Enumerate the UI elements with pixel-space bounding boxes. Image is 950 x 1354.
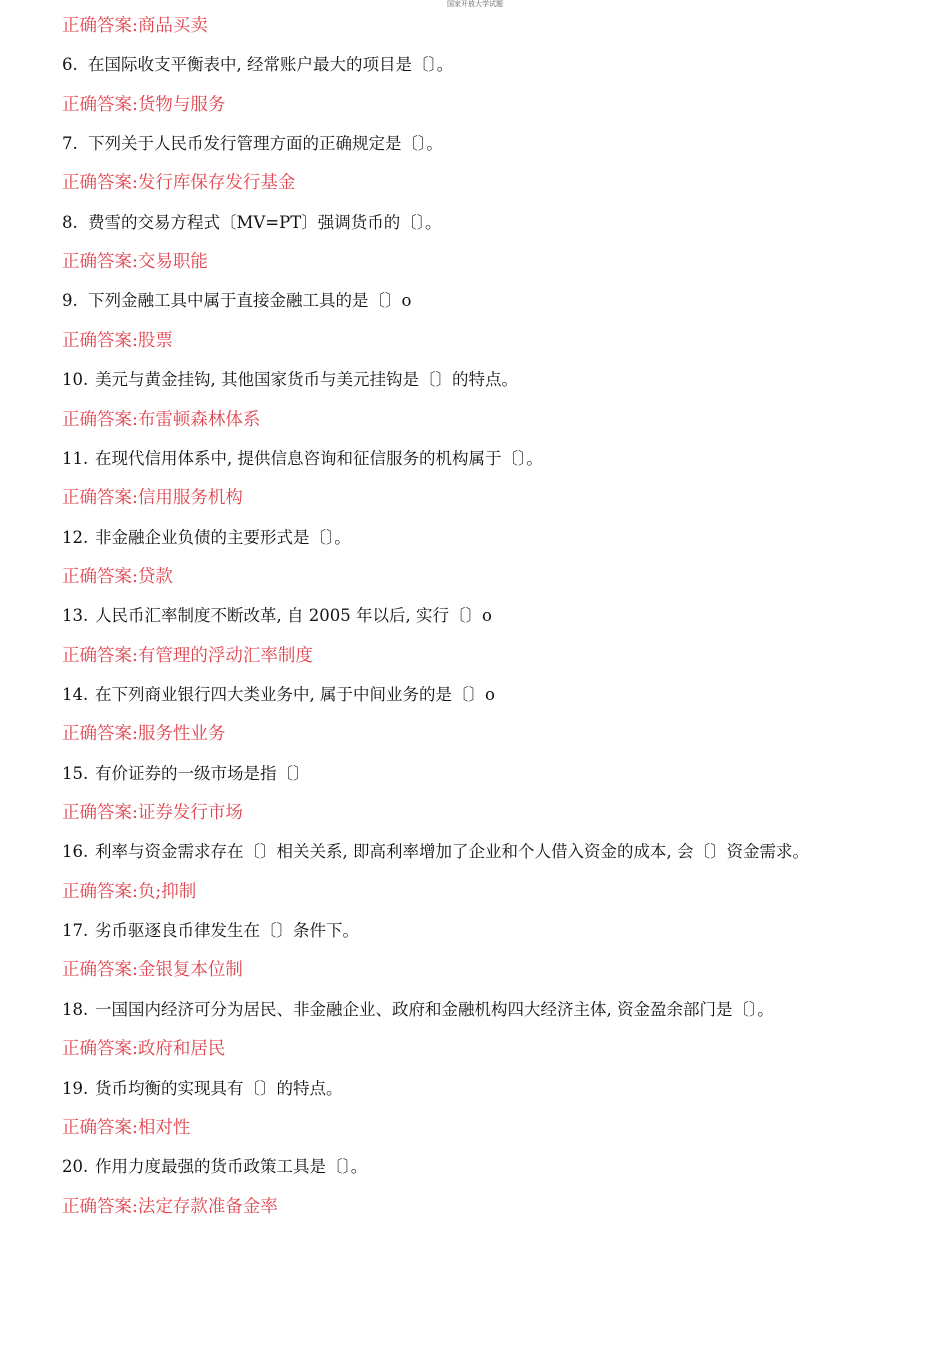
- answer-text: 交易职能: [137, 252, 208, 273]
- question-text: 劣币驱逐良币律发生在〔〕条件下。: [95, 921, 359, 941]
- answer-line: [62, 486, 243, 510]
- question-text: 在现代信用体系中, 提供信息咨询和征信服务的机构属于〔〕。: [95, 448, 543, 468]
- question-text: 美元与黄金挂钩, 其他国家货币与美元挂钩是〔〕的特点。: [95, 370, 518, 390]
- answer-prefix: 正确答案:: [62, 645, 138, 666]
- answer-line: [62, 644, 313, 668]
- answer-text: 发行库保存发行基金: [137, 173, 296, 194]
- answer-line: [62, 1195, 278, 1219]
- question-line: [62, 919, 359, 943]
- question-text: 人民币汇率制度不断改革, 自 2005 年以后, 实行〔〕o: [95, 606, 492, 626]
- question-number: 19.: [62, 1078, 89, 1098]
- answer-text: 货物与服务: [137, 94, 226, 115]
- answer-text: 有管理的浮动汇率制度: [137, 645, 313, 666]
- answer-line: [62, 880, 196, 904]
- question-number: 8.: [62, 212, 78, 232]
- question-number: 10.: [62, 370, 89, 390]
- answer-text: 商品买卖: [137, 16, 208, 36]
- question-line: [62, 1077, 343, 1101]
- answer-prefix: 正确答案:: [62, 803, 138, 823]
- question-line: [62, 840, 809, 864]
- answer-line: [62, 329, 173, 353]
- answer-prefix: 正确答案:: [62, 488, 138, 509]
- question-number: 20.: [62, 1157, 89, 1177]
- answer-prefix: 正确答案:: [62, 1117, 138, 1138]
- answer-text: 服务性业务: [137, 724, 226, 745]
- answer-prefix: 正确答案:: [62, 566, 138, 587]
- answer-text: 贷款: [137, 566, 173, 587]
- question-line: [62, 604, 492, 628]
- answer-prefix: 正确答案:: [62, 960, 138, 981]
- answer-text: 金银复本位制: [137, 960, 243, 981]
- question-line: [62, 447, 543, 471]
- question-line: [62, 53, 453, 77]
- answer-text: 布雷顿森林体系: [137, 409, 261, 430]
- question-text: 非金融企业负债的主要形式是〔〕。: [95, 527, 351, 547]
- answer-prefix: 正确答案:: [62, 330, 138, 351]
- answer-line: [62, 565, 173, 589]
- answer-line: [62, 722, 225, 746]
- answer-line: [62, 93, 225, 117]
- question-text: 在下列商业银行四大类业务中, 属于中间业务的是〔〕o: [95, 685, 495, 704]
- answer-line: [62, 408, 260, 432]
- answer-line: [62, 14, 208, 38]
- question-text: 有价证券的一级市场是指〔〕: [95, 763, 310, 783]
- question-number: 9.: [62, 291, 78, 311]
- answer-line: [62, 1116, 190, 1140]
- question-number: 14.: [62, 685, 89, 704]
- answer-prefix: 正确答案:: [62, 94, 138, 115]
- question-text: 作用力度最强的货币政策工具是〔〕。: [95, 1157, 368, 1177]
- question-line: [62, 762, 310, 786]
- answer-line: [62, 958, 243, 982]
- answer-prefix: 正确答案:: [62, 16, 138, 36]
- answer-line: [62, 801, 243, 825]
- question-line: [62, 132, 443, 156]
- question-number: 7.: [62, 134, 78, 154]
- question-text: 货币均衡的实现具有〔〕的特点。: [95, 1078, 343, 1098]
- question-number: 13.: [62, 606, 89, 626]
- question-number: 11.: [62, 448, 89, 468]
- question-number: 16.: [62, 842, 89, 862]
- answer-text: 政府和居民: [137, 1039, 226, 1060]
- answer-prefix: 正确答案:: [62, 173, 138, 194]
- question-text: 在国际收支平衡表中, 经常账户最大的项目是〔〕。: [88, 55, 454, 75]
- question-line: [62, 368, 518, 392]
- answer-text: 负;抑制: [137, 881, 197, 902]
- page-header: 国家开放大学试题: [447, 0, 503, 8]
- answer-line: [62, 171, 295, 195]
- question-number: 18.: [62, 999, 89, 1019]
- question-number: 15.: [62, 763, 89, 783]
- answer-prefix: 正确答案:: [62, 252, 138, 273]
- answer-text: 证券发行市场: [137, 803, 243, 823]
- question-number: 6.: [62, 55, 78, 75]
- question-line: [62, 998, 774, 1022]
- question-line: [62, 683, 495, 707]
- question-line: [62, 1155, 367, 1179]
- answer-line: [62, 250, 208, 274]
- question-line: [62, 211, 442, 235]
- answer-line: [62, 1037, 225, 1061]
- answer-prefix: 正确答案:: [62, 1039, 138, 1060]
- answer-text: 信用服务机构: [137, 488, 243, 509]
- question-text: 利率与资金需求存在〔〕相关关系, 即高利率增加了企业和个人借入资金的成本, 会〔〕资金需求。: [95, 842, 809, 862]
- answer-text: 相对性: [137, 1117, 191, 1138]
- answer-prefix: 正确答案:: [62, 724, 138, 745]
- question-line: [62, 289, 411, 313]
- question-text: 费雪的交易方程式〔MV=PT〕强调货币的〔〕。: [88, 212, 442, 232]
- question-text: 下列金融工具中属于直接金融工具的是〔〕o: [88, 291, 412, 311]
- answer-text: 法定存款准备金率: [137, 1196, 278, 1217]
- question-text: 下列关于人民币发行管理方面的正确规定是〔〕。: [88, 134, 443, 154]
- answer-text: 股票: [137, 330, 173, 351]
- answer-prefix: 正确答案:: [62, 1196, 138, 1217]
- question-number: 17.: [62, 921, 89, 941]
- question-number: 12.: [62, 527, 89, 547]
- question-text: 一国国内经济可分为居民、非金融企业、政府和金融机构四大经济主体, 资金盈余部门是〔〕。: [95, 999, 774, 1019]
- answer-prefix: 正确答案:: [62, 409, 138, 430]
- answer-prefix: 正确答案:: [62, 881, 138, 902]
- question-line: [62, 526, 351, 550]
